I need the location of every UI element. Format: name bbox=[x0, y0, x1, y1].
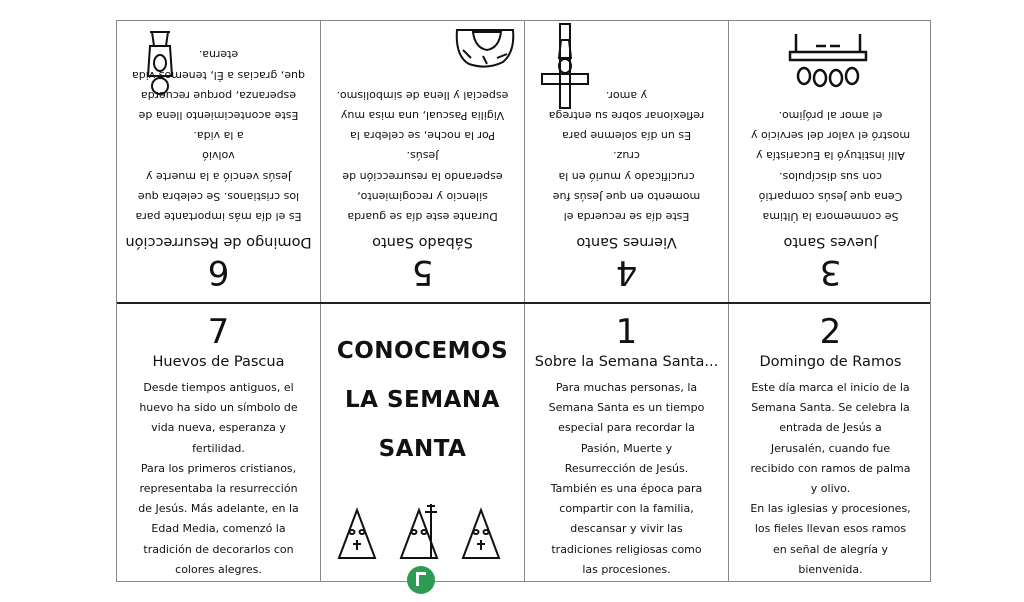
body-line: reflexionar sobre su entrega bbox=[548, 108, 705, 122]
body-line: representaba la resurrección bbox=[139, 482, 298, 496]
body-line: que, gracias a Él, tenemos vida bbox=[131, 68, 306, 82]
body-line: Jesús. bbox=[406, 149, 439, 163]
body-line: Vigilia Pascual, una misa muy bbox=[340, 108, 505, 122]
panel-number: 3 bbox=[819, 252, 842, 292]
body-line: fertilidad. bbox=[192, 441, 245, 455]
panel-number: 2 bbox=[819, 312, 842, 352]
body-line: entrada de Jesús a bbox=[779, 421, 882, 435]
risen-christ-icon bbox=[140, 28, 180, 96]
cover-panel bbox=[321, 304, 524, 583]
body-line: esperanza, porque recuerda bbox=[140, 88, 297, 102]
body-line: eterna. bbox=[198, 48, 239, 62]
body-line: Edad Media, comenzó la bbox=[151, 522, 286, 536]
panel-title: Sobre la Semana Santa... bbox=[534, 354, 719, 370]
panel-3 bbox=[729, 21, 932, 302]
cover-title-line: SANTA bbox=[378, 436, 467, 462]
body-line: de Jesús. Más adelante, en la bbox=[138, 502, 299, 516]
body-line: vida nueva, esperanza y bbox=[151, 421, 286, 435]
body-line: Este día marca el inicio de la bbox=[751, 381, 910, 394]
body-line: En las iglesias y procesiones, bbox=[750, 502, 911, 516]
panel-title: Domingo de Resurrección bbox=[125, 234, 312, 250]
body-line: Semana Santa es un tiempo bbox=[548, 401, 705, 415]
body-line: También es una época para bbox=[550, 482, 703, 496]
body-line: colores alegres. bbox=[175, 562, 262, 576]
panel-number: 4 bbox=[615, 252, 638, 292]
panel-number: 6 bbox=[207, 252, 230, 292]
body-line: Pasión, Muerte y bbox=[580, 441, 673, 455]
body-line: y olivo. bbox=[810, 482, 851, 496]
body-line: el amor al prójimo. bbox=[778, 108, 883, 122]
body-line: Este acontecimiento llena de bbox=[138, 108, 299, 122]
body-line: mostró el valor del servicio y bbox=[750, 129, 911, 143]
body-line: Para muchas personas, la bbox=[555, 381, 698, 394]
body-line: con sus discípulos. bbox=[778, 169, 883, 183]
cover-title-line: LA SEMANA bbox=[345, 387, 500, 413]
last-supper-icon bbox=[786, 30, 870, 90]
body-line: recibido con ramos de palma bbox=[750, 461, 911, 475]
body-line: Cena que Jesús compartió bbox=[758, 189, 903, 203]
foldable-booklet-sheet bbox=[116, 20, 931, 582]
panel-title: Sábado Santo bbox=[372, 234, 473, 250]
body-line: los fieles llevan esos ramos bbox=[754, 522, 907, 536]
body-line: Allí instituyó la Eucaristía y bbox=[756, 149, 905, 163]
body-line: Es un día solemne para bbox=[561, 129, 692, 143]
body-line: compartir con la familia, bbox=[559, 502, 694, 516]
body-line: Es el día más importante para bbox=[135, 210, 302, 223]
cover-title-line: CONOCEMOS bbox=[336, 338, 509, 364]
panel-number: 1 bbox=[615, 312, 638, 352]
panel-number: 7 bbox=[207, 312, 230, 352]
body-line: tradiciones religiosas como bbox=[551, 542, 702, 556]
body-line: en señal de alegría y bbox=[772, 542, 889, 556]
body-line: crucificado y murió en la bbox=[558, 169, 695, 183]
tomb-icon bbox=[453, 26, 517, 70]
panel-body bbox=[525, 378, 728, 580]
crucifix-icon bbox=[540, 20, 590, 110]
body-line: Semana Santa. Se celebra la bbox=[751, 401, 910, 415]
panel-number: 5 bbox=[411, 252, 434, 292]
body-line: Para los primeros cristianos, bbox=[140, 461, 297, 475]
panel-title: Jueves Santo bbox=[783, 234, 878, 250]
body-line: Por la noche, se celebra la bbox=[350, 129, 495, 143]
panel-6 bbox=[117, 21, 320, 302]
body-line: esperando la resurrección de bbox=[342, 169, 503, 183]
panel-2 bbox=[729, 304, 932, 583]
panel-body bbox=[321, 85, 524, 226]
body-line: Se conmemora la Última bbox=[762, 210, 899, 223]
panel-body bbox=[729, 105, 932, 226]
body-line: los cristianos. Se celebra que bbox=[137, 189, 300, 203]
body-line: Desde tiempos antiguos, el bbox=[143, 381, 294, 394]
body-line: especial y llena de simbolismo. bbox=[336, 88, 509, 102]
body-line: y amor. bbox=[605, 88, 648, 102]
body-line: Este día se recuerda el bbox=[563, 210, 690, 223]
body-line: descansar y vivir las bbox=[570, 522, 683, 536]
panel-body bbox=[729, 378, 932, 580]
panel-title: Domingo de Ramos bbox=[759, 354, 902, 370]
brand-logo-icon bbox=[407, 566, 435, 594]
nazarenos-icon bbox=[331, 502, 514, 562]
panel-body bbox=[117, 378, 320, 580]
panel-title: Viernes Santo bbox=[576, 234, 677, 250]
body-line: silencio y recogimiento, bbox=[357, 189, 488, 203]
body-line: tradición de decorarlos con bbox=[143, 542, 294, 556]
body-line: a la vida. bbox=[193, 129, 244, 143]
body-line: bienvenida. bbox=[798, 562, 863, 576]
panel-7 bbox=[117, 304, 320, 583]
body-line: las procesiones. bbox=[582, 562, 671, 576]
body-line: huevo ha sido un símbolo de bbox=[139, 401, 298, 415]
body-line: Jerusalén, cuando fue bbox=[770, 441, 891, 455]
body-line: cruz. bbox=[613, 149, 640, 163]
panel-title: Huevos de Pascua bbox=[152, 354, 285, 370]
body-line: Resurrección de Jesús. bbox=[564, 461, 689, 475]
body-line: momento en que Jesús fue bbox=[552, 189, 701, 203]
body-line: especial para recordar la bbox=[558, 421, 695, 435]
panel-1 bbox=[525, 304, 728, 583]
panel-4 bbox=[525, 21, 728, 302]
body-line: Jesús venció a la muerte y volvió bbox=[145, 149, 292, 183]
body-line: Durante este día se guarda bbox=[347, 210, 498, 223]
panel-5 bbox=[321, 21, 524, 302]
